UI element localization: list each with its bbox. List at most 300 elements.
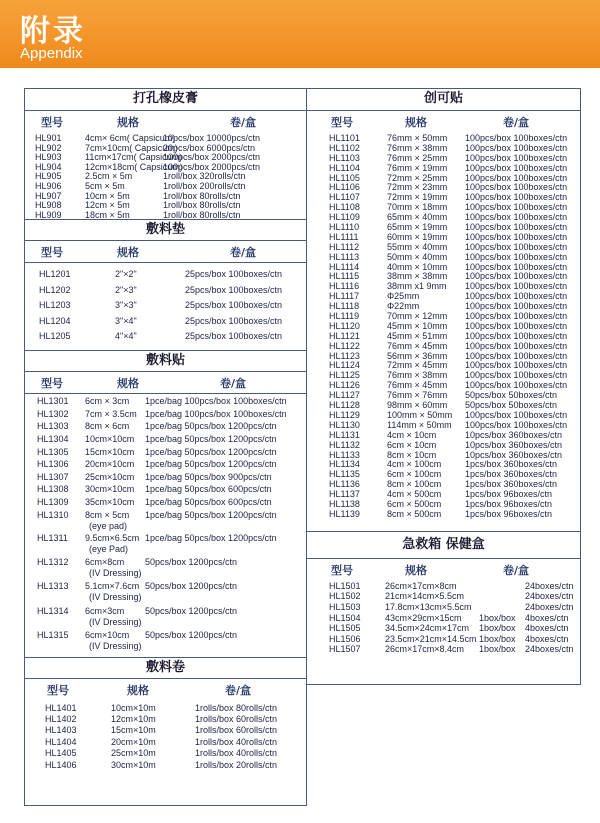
cell-spec: 6cm×10cm: [85, 630, 130, 641]
table-body: [25, 699, 306, 771]
cell-carton: 4boxes/ctn: [525, 623, 569, 634]
cell-carton: 24boxes/ctn: [525, 601, 574, 612]
cell-model: HL1103: [329, 152, 360, 163]
cell-model: HL1134: [329, 459, 360, 470]
cell-model: HL1124: [329, 360, 360, 371]
cell-model: HL907: [35, 190, 62, 201]
cell-model: HL1305: [37, 446, 69, 457]
cell-model: HL1504: [329, 612, 361, 623]
cell-spec: 56mm × 36mm: [387, 350, 448, 361]
table-row: [307, 173, 580, 183]
cell-spec: 114mm × 50mm: [387, 419, 452, 430]
table-row: [307, 440, 580, 450]
section-title: 打孔橡皮膏: [25, 89, 306, 111]
section-title: 敷料垫: [25, 219, 306, 241]
cell-model: HL1506: [329, 633, 361, 644]
cell-model: HL904: [35, 161, 62, 172]
cell-spec: 72mm × 25mm: [387, 172, 448, 183]
cell-model: HL1119: [329, 311, 360, 322]
cell-spec: 26cm×17cm×8.4cm: [385, 644, 465, 655]
table-row: [25, 171, 306, 181]
section-dressing-pad: [25, 219, 306, 350]
cell-model: HL1122: [329, 340, 360, 351]
cell-packing: 50pcs/box 50boxes/ctn: [465, 390, 558, 401]
cell-spec: 4cm × 100cm: [387, 459, 442, 470]
cell-packing: 1roll/box 80rolls/ctn: [163, 209, 241, 220]
table-row: [25, 703, 306, 714]
cell-packing: 100pcs/box 100boxes/ctn: [465, 192, 568, 203]
cell-spec: 9.5cm×6.5cm: [85, 533, 140, 544]
table-row: [25, 748, 306, 759]
cell-packing: 50pcs/box 1200pcs/ctn: [145, 630, 238, 641]
table-row: [25, 143, 306, 153]
cell-packing: 25pcs/box 100boxes/ctn: [185, 315, 283, 326]
cell-model: HL903: [35, 152, 62, 163]
cell-packing: 1roll/box 80rolls/ctn: [163, 190, 241, 201]
cell-spec: 38mm × 38mm: [387, 271, 448, 282]
table-row: [25, 316, 306, 331]
table-row: [25, 472, 306, 485]
cell-spec-note: (IV Dressing): [89, 567, 142, 578]
cell-packing: 100pcs/box 100boxes/ctn: [465, 241, 568, 252]
cell-packing: 1box/box: [479, 623, 516, 634]
cell-spec: 20cm×10cm: [85, 459, 135, 470]
table-row: [307, 410, 580, 420]
table-row: [307, 581, 580, 592]
cell-spec-note: (eye Pad): [89, 544, 129, 555]
cell-model: HL1102: [329, 142, 360, 153]
column-header: 规格: [405, 563, 427, 577]
cell-model: HL908: [35, 200, 62, 211]
cell-packing: 1pce/bag 50pcs/box 1200pcs/ctn: [145, 459, 277, 470]
cell-spec: 7cm × 3.5cm: [85, 408, 137, 419]
cell-spec: 8cm × 6cm: [85, 421, 130, 432]
table-row: [307, 613, 580, 624]
cell-model: HL1115: [329, 271, 360, 282]
cell-spec: 20cm×10m: [111, 736, 156, 747]
cell-spec: 10cm×10cm: [85, 434, 135, 445]
table-row: [307, 271, 580, 281]
cell-model: HL1104: [329, 162, 360, 173]
cell-spec-note: (IV Dressing): [89, 592, 142, 603]
table-row: [25, 497, 306, 510]
cell-spec: 8cm × 500cm: [387, 508, 442, 519]
table-row: [25, 760, 306, 771]
cell-packing: 100pcs/box 100boxes/ctn: [465, 370, 568, 381]
table-row: [25, 737, 306, 748]
column-header: 型号: [41, 116, 63, 129]
cell-model: HL1502: [329, 591, 361, 602]
table-row: [307, 644, 580, 655]
cell-packing: 100pcs/box 100boxes/ctn: [465, 380, 568, 391]
cell-spec: 35cm×10cm: [85, 497, 135, 508]
cell-spec: 12cm×18cm( Capsicum): [85, 161, 183, 172]
cell-packing: 100pcs/box 100boxes/ctn: [465, 202, 568, 213]
cell-spec: 72mm × 23mm: [387, 182, 448, 193]
cell-spec: 23.5cm×21cm×14.5cm: [385, 633, 477, 644]
table-row: [25, 447, 306, 460]
cell-model: HL902: [35, 142, 62, 153]
cell-spec: 15cm×10m: [111, 725, 156, 736]
cell-model: HL1137: [329, 489, 360, 500]
cell-model: HL1108: [329, 202, 360, 213]
cell-model: HL1404: [45, 736, 77, 747]
cell-packing: 100pcs/box 100boxes/ctn: [465, 162, 568, 173]
cell-model: HL1314: [37, 605, 69, 616]
cell-model: HL901: [35, 133, 62, 143]
cell-spec: 76mm × 45mm: [387, 380, 448, 391]
cell-model: HL1112: [329, 241, 360, 252]
section-title: 创可贴: [307, 89, 580, 111]
cell-model: HL1503: [329, 601, 361, 612]
cell-spec: 76mm × 19mm: [387, 162, 448, 173]
cell-model: HL1306: [37, 459, 69, 470]
cell-model: HL1135: [329, 469, 360, 480]
cell-packing: 1pce/bag 50pcs/box 1200pcs/ctn: [145, 421, 277, 432]
column-header: 规格: [117, 246, 139, 260]
cell-model: HL1302: [37, 408, 69, 419]
table-row: [307, 390, 580, 400]
cell-model: HL1111: [329, 231, 359, 242]
cell-spec: 50mm × 40mm: [387, 251, 448, 262]
cell-packing: 1box/box: [479, 633, 516, 644]
cell-packing: 1box/box: [479, 612, 516, 623]
cell-spec: 26cm×17cm×8cm: [385, 580, 457, 591]
cell-model: HL1125: [329, 370, 360, 381]
cell-model: HL1120: [329, 320, 360, 331]
table-row: [307, 400, 580, 410]
table-header: [25, 679, 306, 699]
table-row: [25, 510, 306, 534]
table-row: [25, 191, 306, 201]
cell-packing: 1pce/bag 50pcs/box 600pcs/ctn: [145, 497, 272, 508]
cell-model: HL1202: [39, 284, 71, 295]
column-header: 卷/盒: [220, 377, 247, 391]
table-row: [307, 281, 580, 291]
cell-spec: 34.5cm×24cm×17cm: [385, 623, 470, 634]
table-row: [307, 311, 580, 321]
table-row: [307, 380, 580, 390]
cell-spec: 65mm × 40mm: [387, 212, 448, 223]
cell-model: HL1114: [329, 261, 360, 272]
cell-carton: 4boxes/ctn: [525, 633, 569, 644]
cell-spec: 38mm x1 9mm: [387, 281, 447, 292]
cell-spec: 10cm×10m: [111, 702, 156, 713]
cell-model: HL1130: [329, 419, 360, 430]
cell-spec-note: (IV Dressing): [89, 641, 142, 652]
cell-model: HL1117: [329, 291, 360, 302]
cell-packing: 1pcs/box 96boxes/ctn: [465, 508, 553, 519]
cell-packing: 100pcs/box 100boxes/ctn: [465, 301, 568, 312]
cell-model: HL1402: [45, 714, 77, 725]
table-row: [307, 469, 580, 479]
table-row: [307, 222, 580, 232]
cell-spec: 98mm × 60mm: [387, 400, 448, 411]
cell-packing: 1pcs/box 360boxes/ctn: [465, 479, 558, 490]
cell-spec: 5.1cm×7.6cm: [85, 581, 140, 592]
cell-spec: 4cm × 10cm: [387, 429, 437, 440]
cell-model: HL1123: [329, 350, 360, 361]
cell-packing: 100pcs/box 100boxes/ctn: [465, 231, 568, 242]
table-row: [307, 232, 580, 242]
cell-packing: 10pcs/box 360boxes/ctn: [465, 449, 563, 460]
table-row: [307, 450, 580, 460]
cell-packing: 25pcs/box 100boxes/ctn: [185, 330, 283, 341]
table-row: [307, 212, 580, 222]
table-row: [307, 341, 580, 351]
table-row: [25, 581, 306, 606]
cell-spec: 8cm × 5cm: [85, 509, 130, 520]
cell-packing: 1pce/bag 50pcs/box 1200pcs/ctn: [145, 434, 277, 445]
cell-model: HL1126: [329, 380, 360, 391]
cell-packing: 1rolls/box 20rolls/ctn: [195, 759, 278, 770]
cell-spec: 76mm × 45mm: [387, 340, 448, 351]
table-body: [307, 579, 580, 655]
cell-spec-note: (IV Dressing): [89, 616, 142, 627]
cell-spec: 8cm × 10cm: [387, 449, 437, 460]
table-header: [307, 111, 580, 131]
cell-spec: 2"×2": [115, 269, 137, 280]
cell-spec: 25cm×10cm: [85, 471, 135, 482]
cell-model: HL1128: [329, 400, 360, 411]
cell-spec: 100mm × 50mm: [387, 409, 453, 420]
cell-model: HL1110: [329, 222, 360, 233]
table-row: [307, 420, 580, 430]
cell-model: HL906: [35, 180, 62, 191]
table-body: [307, 131, 580, 525]
cell-packing: 1pce/bag 100pcs/box 100boxes/ctn: [145, 408, 287, 419]
cell-model: HL1304: [37, 434, 69, 445]
cell-packing: 1roll/box 200rolls/ctn: [163, 180, 246, 191]
table-row: [25, 421, 306, 434]
table-row: [25, 725, 306, 736]
cell-spec: 15cm×10cm: [85, 446, 135, 457]
cell-carton: 24boxes/ctn: [525, 580, 574, 591]
table-row: [307, 351, 580, 361]
cell-packing: 1rolls/box 60rolls/ctn: [195, 725, 278, 736]
table-body: [25, 131, 306, 219]
cell-packing: 100pcs/box 100boxes/ctn: [465, 172, 568, 183]
cell-spec: 6cm × 500cm: [387, 498, 442, 509]
cell-model: HL1132: [329, 439, 360, 450]
cell-model: HL1505: [329, 623, 361, 634]
column-header: 卷/盒: [230, 246, 257, 260]
cell-model: HL1136: [329, 479, 360, 490]
cell-model: HL1131: [329, 429, 360, 440]
cell-model: HL1133: [329, 449, 360, 460]
cell-packing: 50pcs/box 1200pcs/ctn: [145, 581, 238, 592]
table-row: [307, 163, 580, 173]
cell-packing: 25pcs/box 100boxes/ctn: [185, 300, 283, 311]
cell-packing: 50pcs/box 1200pcs/ctn: [145, 556, 238, 567]
table-header: [25, 372, 306, 394]
table-row: [307, 182, 580, 192]
cell-packing: 1rolls/box 80rolls/ctn: [195, 702, 278, 713]
cell-spec: 7cm×10cm( Capsicum): [85, 142, 178, 153]
cell-packing: 1box/box: [479, 644, 516, 655]
table-row: [25, 210, 306, 220]
cell-model: HL1403: [45, 725, 77, 736]
section-band-aid: [307, 89, 580, 525]
cell-model: HL1139: [329, 508, 360, 519]
section-title: 敷料卷: [25, 657, 306, 679]
cell-model: HL1127: [329, 390, 360, 401]
cell-model: HL1315: [37, 630, 69, 641]
column-header: 卷/盒: [225, 683, 252, 697]
cell-packing: 10pcs/box 10000pcs/ctn: [163, 133, 261, 143]
cell-packing: 100pcs/box 100boxes/ctn: [465, 409, 568, 420]
table-row: [307, 459, 580, 469]
cell-model: HL1121: [329, 330, 360, 341]
cell-spec: 4cm × 500cm: [387, 489, 442, 500]
cell-packing: 100pcs/box 100boxes/ctn: [465, 340, 568, 351]
table-row: [307, 499, 580, 509]
cell-model: HL1204: [39, 315, 71, 326]
cell-packing: 100pcs/box 100boxes/ctn: [465, 212, 568, 223]
cell-model: HL1406: [45, 759, 77, 770]
section-dressing-roll: [25, 657, 306, 771]
cell-packing: 1pcs/box 96boxes/ctn: [465, 489, 553, 500]
cell-packing: 100pcs/box 100boxes/ctn: [465, 222, 568, 233]
cell-spec: 6cm×8cm: [85, 556, 125, 567]
cell-packing: 10pcs/box 360boxes/ctn: [465, 439, 563, 450]
cell-model: HL1308: [37, 484, 69, 495]
cell-spec: 6cm × 100cm: [387, 469, 442, 480]
cell-packing: 100pcs/box 100boxes/ctn: [465, 360, 568, 371]
cell-model: HL1116: [329, 281, 360, 292]
table-row: [307, 192, 580, 202]
cell-model: HL1501: [329, 580, 361, 591]
cell-spec: 45mm × 51mm: [387, 330, 448, 341]
cell-spec: 11cm×17cm( Capsicum): [85, 152, 183, 163]
cell-model: HL1138: [329, 498, 360, 509]
cell-spec: 72mm × 19mm: [387, 192, 448, 203]
cell-spec: 8cm × 100cm: [387, 479, 442, 490]
cell-model: HL1109: [329, 212, 360, 223]
cell-packing: 1pce/bag 50pcs/box 900pcs/ctn: [145, 471, 272, 482]
table-row: [307, 634, 580, 645]
cell-spec: 2"×3": [115, 284, 137, 295]
section-title: 敷料贴: [25, 350, 306, 372]
cell-packing: 100pcs/box 100boxes/ctn: [465, 281, 568, 292]
section-dressing-patch: [25, 350, 306, 656]
cell-spec: 12cm×10m: [111, 714, 156, 725]
cell-model: HL1307: [37, 471, 69, 482]
table-row: [307, 202, 580, 212]
table-row: [307, 602, 580, 613]
cell-model: HL1107: [329, 192, 360, 203]
cell-spec: Φ25mm: [387, 291, 420, 302]
cell-packing: 1rolls/box 40rolls/ctn: [195, 736, 278, 747]
cell-model: HL1311: [37, 533, 68, 544]
table-row: [25, 434, 306, 447]
table-row: [307, 301, 580, 311]
cell-spec: 25cm×10m: [111, 748, 156, 759]
cell-spec: 6cm × 3cm: [85, 396, 130, 407]
cell-packing: 100pcs/box 100boxes/ctn: [465, 330, 568, 341]
cell-packing: 50pcs/box 1200pcs/ctn: [145, 605, 238, 616]
table-row: [307, 509, 580, 519]
cell-packing: 100pcs/box 2000pcs/ctn: [163, 161, 261, 172]
cell-model: HL1113: [329, 251, 360, 262]
cell-packing: 1rolls/box 40rolls/ctn: [195, 748, 278, 759]
column-header: 卷/盒: [503, 563, 530, 577]
column-header: 型号: [41, 377, 63, 391]
cell-spec: 4"×4": [115, 330, 137, 341]
left-column: [24, 88, 307, 806]
cell-packing: 100pcs/box 100boxes/ctn: [465, 182, 568, 193]
cell-spec-note: (eye pad): [89, 520, 128, 531]
appendix-header: [0, 0, 600, 68]
column-header: 规格: [127, 683, 149, 697]
page-title: 附录: [20, 14, 86, 49]
cell-carton: 24boxes/ctn: [525, 644, 574, 655]
section-first-aid-box: [307, 531, 580, 655]
cell-spec: 76mm × 25mm: [387, 152, 448, 163]
cell-model: HL1507: [329, 644, 361, 655]
cell-spec: 76mm × 76mm: [387, 390, 448, 401]
right-column: [306, 88, 581, 685]
cell-carton: 24boxes/ctn: [525, 591, 574, 602]
cell-model: HL905: [35, 171, 62, 182]
table-row: [307, 479, 580, 489]
cell-spec: 43cm×29cm×15cm: [385, 612, 462, 623]
cell-model: HL1405: [45, 748, 77, 759]
cell-packing: 100pcs/box 100boxes/ctn: [465, 133, 568, 143]
cell-model: HL1310: [37, 509, 69, 520]
table-row: [307, 133, 580, 143]
cell-packing: 100pcs/box 100boxes/ctn: [465, 419, 568, 430]
table-row: [307, 489, 580, 499]
cell-model: HL1101: [329, 133, 360, 143]
cell-spec: 70mm × 12mm: [387, 311, 448, 322]
cell-model: HL1309: [37, 497, 69, 508]
table-row: [25, 533, 306, 557]
column-header: 规格: [117, 116, 139, 129]
cell-model: HL1205: [39, 330, 71, 341]
cell-packing: 100pcs/box 100boxes/ctn: [465, 291, 568, 302]
cell-spec: 76mm × 50mm: [387, 133, 448, 143]
column-header: 型号: [47, 683, 69, 697]
column-header: 型号: [331, 563, 353, 577]
cell-spec: 72mm × 45mm: [387, 360, 448, 371]
column-header: 规格: [405, 116, 427, 129]
cell-packing: 1roll/box 80rolls/ctn: [163, 200, 241, 211]
cell-spec: 21cm×14cm×5.5cm: [385, 591, 465, 602]
table-row: [25, 285, 306, 300]
table-row: [307, 321, 580, 331]
table-row: [25, 606, 306, 631]
cell-spec: 70mm × 18mm: [387, 202, 448, 213]
table-header: [307, 559, 580, 579]
cell-spec: 76mm × 38mm: [387, 142, 448, 153]
cell-model: HL1106: [329, 182, 360, 193]
cell-carton: 4boxes/ctn: [525, 612, 569, 623]
cell-packing: 1pce/bag 100pcs/box 100boxes/ctn: [145, 396, 287, 407]
cell-spec: 3"×4": [115, 315, 137, 326]
cell-spec: Φ22mm: [387, 301, 420, 312]
cell-packing: 1pce/bag 50pcs/box 1200pcs/ctn: [145, 509, 277, 520]
cell-spec: 18cm × 5m: [85, 209, 130, 220]
cell-packing: 100pcs/box 100boxes/ctn: [465, 152, 568, 163]
cell-packing: 100pcs/box 100boxes/ctn: [465, 320, 568, 331]
cell-model: HL909: [35, 209, 62, 220]
cell-packing: 100pcs/box 100boxes/ctn: [465, 350, 568, 361]
cell-spec: 40mm × 10mm: [387, 261, 448, 272]
cell-model: HL1401: [45, 702, 77, 713]
cell-model: HL1303: [37, 421, 69, 432]
cell-spec: 4cm× 6cm( Capsicum): [85, 133, 176, 143]
